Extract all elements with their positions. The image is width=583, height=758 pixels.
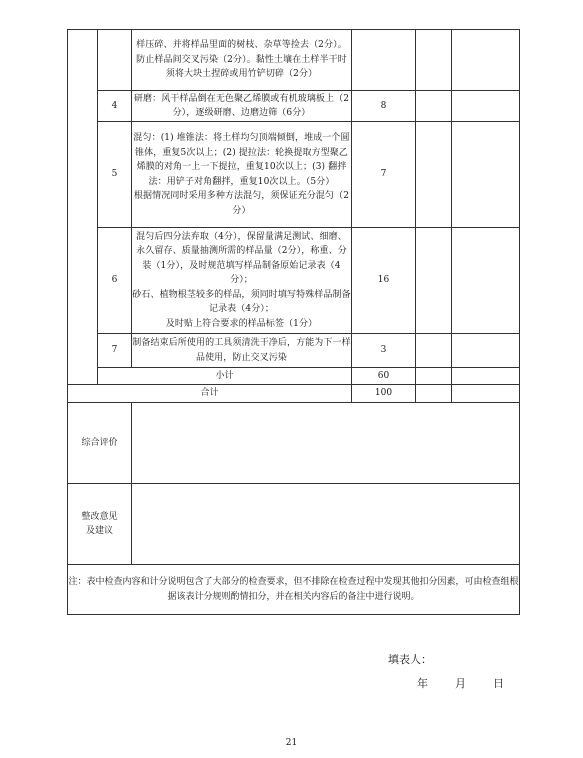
table-row [68,228,520,334]
deduction-cell [416,30,452,91]
subtotal-label: 小计 [98,368,352,385]
item-number: 4 [98,91,132,122]
item-content: 样压碎、并将样品里面的树枝、杂草等捡去（2分）。防止样品间交叉污染（2分）。黏性土壤在土样半干时须将大块土捏碎或用竹铲切碎（2分） [132,30,352,91]
deduction-cell [416,385,452,403]
date-month: 月 [455,677,466,690]
date-line [417,675,504,691]
remark-cell [452,91,520,122]
subtotal-row [68,368,520,385]
item-number: 6 [98,228,132,334]
remark-cell [452,30,520,91]
form-filler-label: 填表人： [388,653,432,666]
deduction-cell [416,228,452,334]
subtotal-score: 60 [352,368,416,385]
rectification-field[interactable] [132,484,520,565]
item-content: 制备结束后所使用的工具须清洗干净后，方能为下一样品使用，防止交叉污染 [132,334,352,368]
total-score: 100 [352,385,416,403]
item-score [352,30,416,91]
item-number [98,30,132,91]
deduction-cell [416,122,452,228]
item-score: 7 [352,122,416,228]
note-row [68,565,520,615]
rectification-row [68,484,520,565]
table-row [68,30,520,91]
item-content: 混匀：(1) 堆锥法：将土样均匀顶端倾倒，堆成一个圆锥体，重复5次以上；(2) 提拉法：轮换提取方型聚乙烯膜的对角一上一下提拉，重复10次以上；(3) 翻拌法：用铲子对角翻拌，重复10次以上。（5分） 根据情况同时采用多种方法混匀，须保证充分混匀（2分） [132,122,352,228]
rectification-label: 整改意见 及建议 [68,484,132,565]
item-score: 16 [352,228,416,334]
category-cell [68,30,98,385]
evaluation-row [68,403,520,484]
evaluation-field[interactable] [132,403,520,484]
inspection-score-table [67,29,520,615]
item-score: 3 [352,334,416,368]
table-row [68,91,520,122]
table-row [68,122,520,228]
remark-cell [452,122,520,228]
evaluation-label: 综合评价 [68,403,132,484]
deduction-cell [416,368,452,385]
item-number: 7 [98,334,132,368]
page-number: 21 [285,738,298,748]
remark-cell [452,368,520,385]
item-content: 混匀后四分法弃取（4分），保留量满足测试、细磨、永久留存、质量抽测所需的样品量（2分），称重、分装（1分），及时规范填写样品制备原始记录表（4分）； 砂石、植物根茎较多的样品，须同时填写特殊样品制备记录表（4分）； 及时贴上符合要求的样品标签（1分） [132,228,352,334]
footnote: 注：表中检查内容和计分说明包含了大部分的检查要求，但不排除在检查过程中发现其他扣分因素，可由检查组根据该表计分规则酌情扣分，并在相关内容后的备注中进行说明。 [68,565,520,615]
item-score: 8 [352,91,416,122]
total-label: 合计 [68,385,352,403]
deduction-cell [416,334,452,368]
date-year: 年 [417,677,428,690]
date-day: 日 [493,677,504,690]
remark-cell [452,385,520,403]
item-content: 研磨：风干样品倒在无色聚乙烯膜或有机玻璃板上（2分），逐级研磨、边磨边筛（6分） [132,91,352,122]
table-row [68,334,520,368]
remark-cell [452,334,520,368]
total-row [68,385,520,403]
deduction-cell [416,91,452,122]
remark-cell [452,228,520,334]
item-number: 5 [98,122,132,228]
